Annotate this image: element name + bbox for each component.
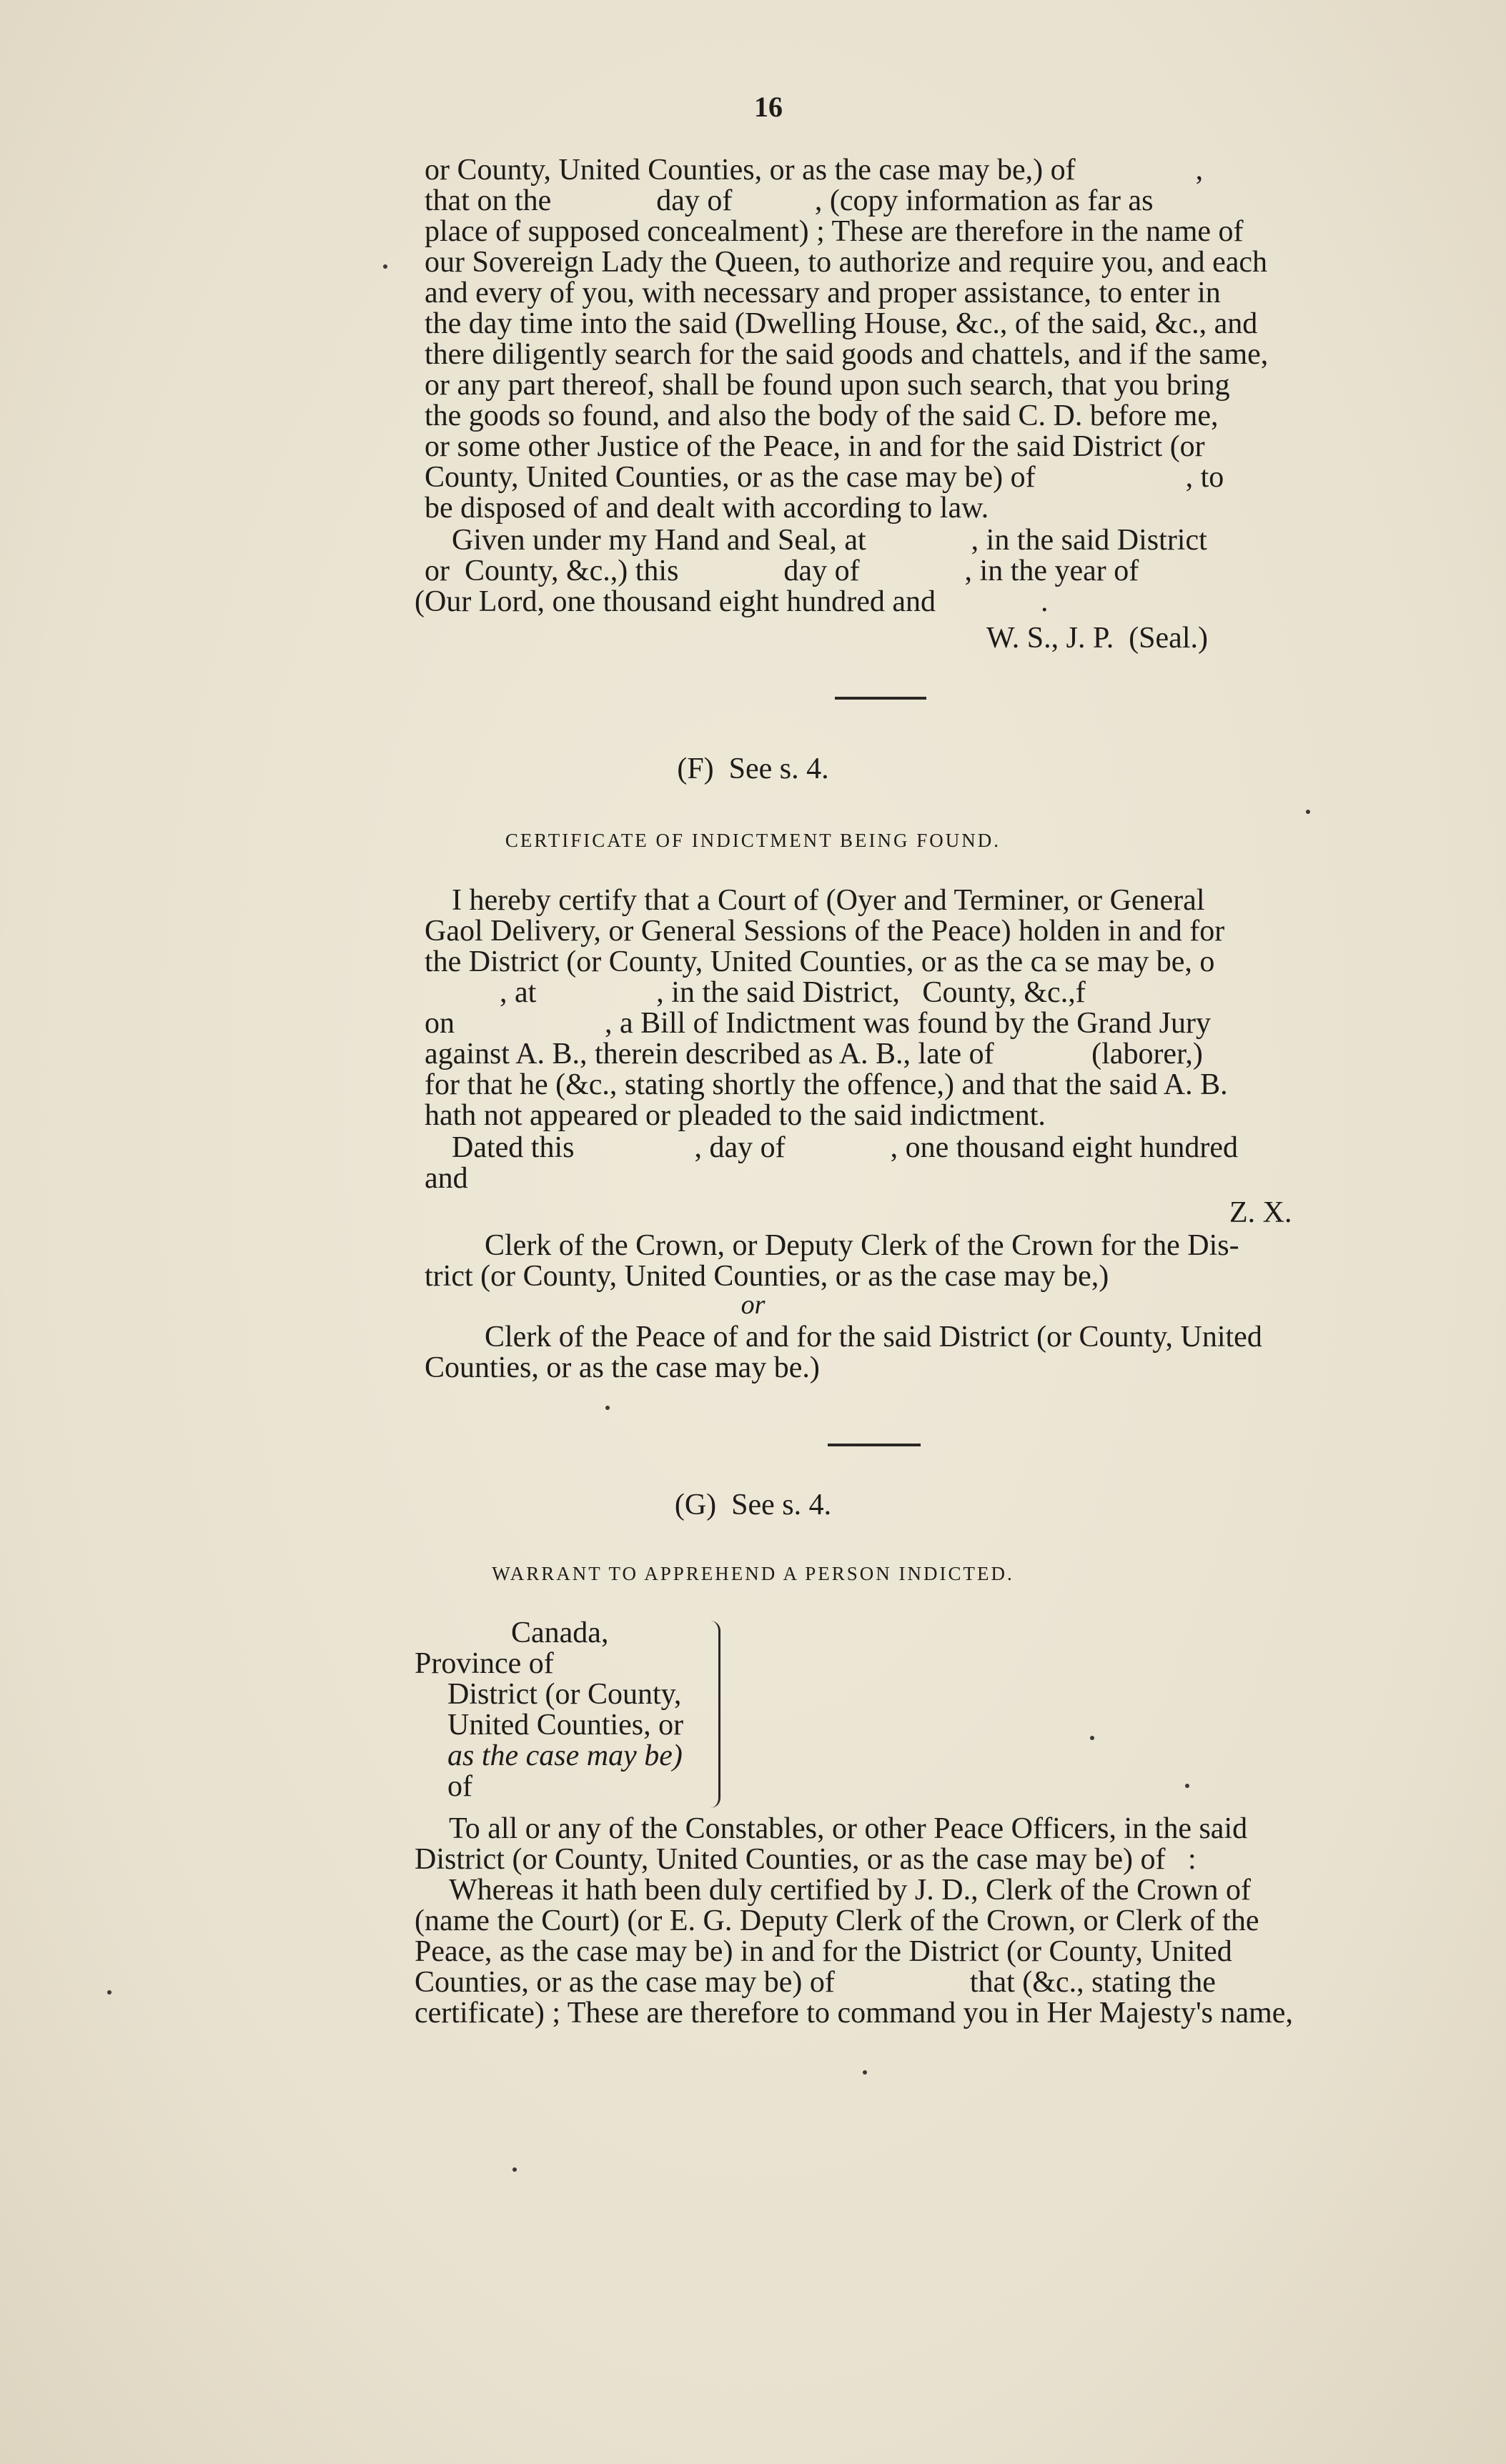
writ-line: or County, &c.,) this day of , in the year of (425, 555, 1139, 587)
paper-speck (107, 1990, 112, 1994)
writ-line: and every of you, with necessary and proper assistance, to enter in (425, 277, 1221, 309)
section-f-line: for that he (&c., stating shortly the offence,) and that the said A. B. (425, 1068, 1228, 1101)
section-f-line: hath not appeared or pleaded to the said indictment. (425, 1099, 1046, 1132)
writ-line: or County, United Counties, or as the case may be,) of , (425, 154, 1204, 187)
writ-line: or some other Justice of the Peace, in and for the said District (or (425, 430, 1205, 463)
venue-line: of (447, 1770, 472, 1803)
section-g-line: To all or any of the Constables, or other Peace Officers, in the said (449, 1812, 1248, 1845)
paper-speck (1306, 810, 1310, 814)
section-g-title: WARRANT TO APPREHEND A PERSON INDICTED. (492, 1563, 1014, 1584)
writ-line: County, United Counties, or as the case may be) of , to (425, 461, 1224, 494)
writ-line: that on the day of , (copy information as far as (425, 184, 1154, 217)
venue-line: Province of (415, 1647, 554, 1680)
writ-signature: W. S., J. P. (Seal.) (986, 622, 1208, 655)
writ-line: Given under my Hand and Seal, at , in the said District (452, 524, 1207, 557)
writ-line: (Our Lord, one thousand eight hundred and . (415, 585, 1049, 618)
writ-line: the day time into the said (Dwelling House, &c., of the said, &c., and (425, 307, 1258, 340)
venue-line: District (or County, (447, 1678, 682, 1711)
paper-speck (1185, 1784, 1189, 1788)
writ-line: be disposed of and dealt with according to law. (425, 492, 989, 525)
section-f-line: on , a Bill of Indictment was found by the Grand Jury (425, 1007, 1211, 1040)
venue-line: as the case may be) (447, 1739, 683, 1772)
writ-line: place of supposed concealment) ; These are therefore in the name of (425, 215, 1244, 248)
section-f-line: , at , in the said District, County, &c.,f (425, 976, 1086, 1009)
section-f-line: the District (or County, United Counties, or as the ca se may be, o (425, 945, 1215, 978)
section-f-signature: Z. X. (1229, 1196, 1292, 1229)
section-f-line: against A. B., therein described as A. B., late of (laborer,) (425, 1038, 1203, 1070)
section-g-line: Counties, or as the case may be) of that (&c., stating the (415, 1966, 1216, 1999)
section-f-line: I hereby certify that a Court of (Oyer and Terminer, or General (452, 884, 1205, 917)
clerk-crown-line: Clerk of the Crown, or Deputy Clerk of the Crown for the Dis- (485, 1229, 1239, 1262)
section-divider (828, 1444, 921, 1446)
paper-speck (605, 1406, 610, 1410)
clerk-peace-line: Counties, or as the case may be.) (425, 1351, 820, 1384)
paper-speck (512, 2167, 517, 2172)
section-f-heading: (F) See s. 4. (677, 752, 829, 785)
section-f-line: Gaol Delivery, or General Sessions of the Peace) holden in and for (425, 915, 1225, 948)
section-g-line: Peace, as the case may be) in and for the District (or County, United (415, 1935, 1232, 1968)
paper-speck (1090, 1736, 1094, 1740)
venue-line: Canada, (511, 1616, 609, 1649)
section-g-line: (name the Court) (or E. G. Deputy Clerk of the Crown, or Clerk of the (415, 1904, 1259, 1937)
or-text: or (740, 1290, 766, 1320)
writ-line: there diligently search for the said goods and chattels, and if the same, (425, 338, 1269, 371)
section-g-heading: (G) See s. 4. (674, 1489, 832, 1521)
venue-line: United Counties, or (447, 1709, 684, 1742)
writ-line: our Sovereign Lady the Queen, to authorize and require you, and each (425, 246, 1268, 279)
section-f-title: CERTIFICATE OF INDICTMENT BEING FOUND. (505, 830, 1001, 851)
section-g-line: District (or County, United Counties, or as the case may be) of : (415, 1843, 1197, 1876)
clerk-crown-line: trict (or County, United Counties, or as the case may be,) (425, 1260, 1109, 1293)
section-g-line: Whereas it hath been duly certified by J. D., Clerk of the Crown of (449, 1874, 1252, 1907)
venue-brace (697, 1621, 720, 1808)
section-divider (835, 697, 926, 700)
section-f-line: Dated this , day of , one thousand eight hundred (452, 1131, 1238, 1164)
writ-line: or any part thereof, shall be found upon such search, that you bring (425, 369, 1230, 402)
section-g-line: certificate) ; These are therefore to command you in Her Majesty's name, (415, 1997, 1293, 2030)
clerk-peace-line: Clerk of the Peace of and for the said District (or County, United (485, 1321, 1262, 1353)
section-f-line: and (425, 1162, 468, 1195)
paper-speck (383, 264, 387, 269)
paper-speck (863, 2070, 867, 2075)
writ-line: the goods so found, and also the body of the said C. D. before me, (425, 399, 1219, 432)
page-number: 16 (754, 91, 783, 123)
